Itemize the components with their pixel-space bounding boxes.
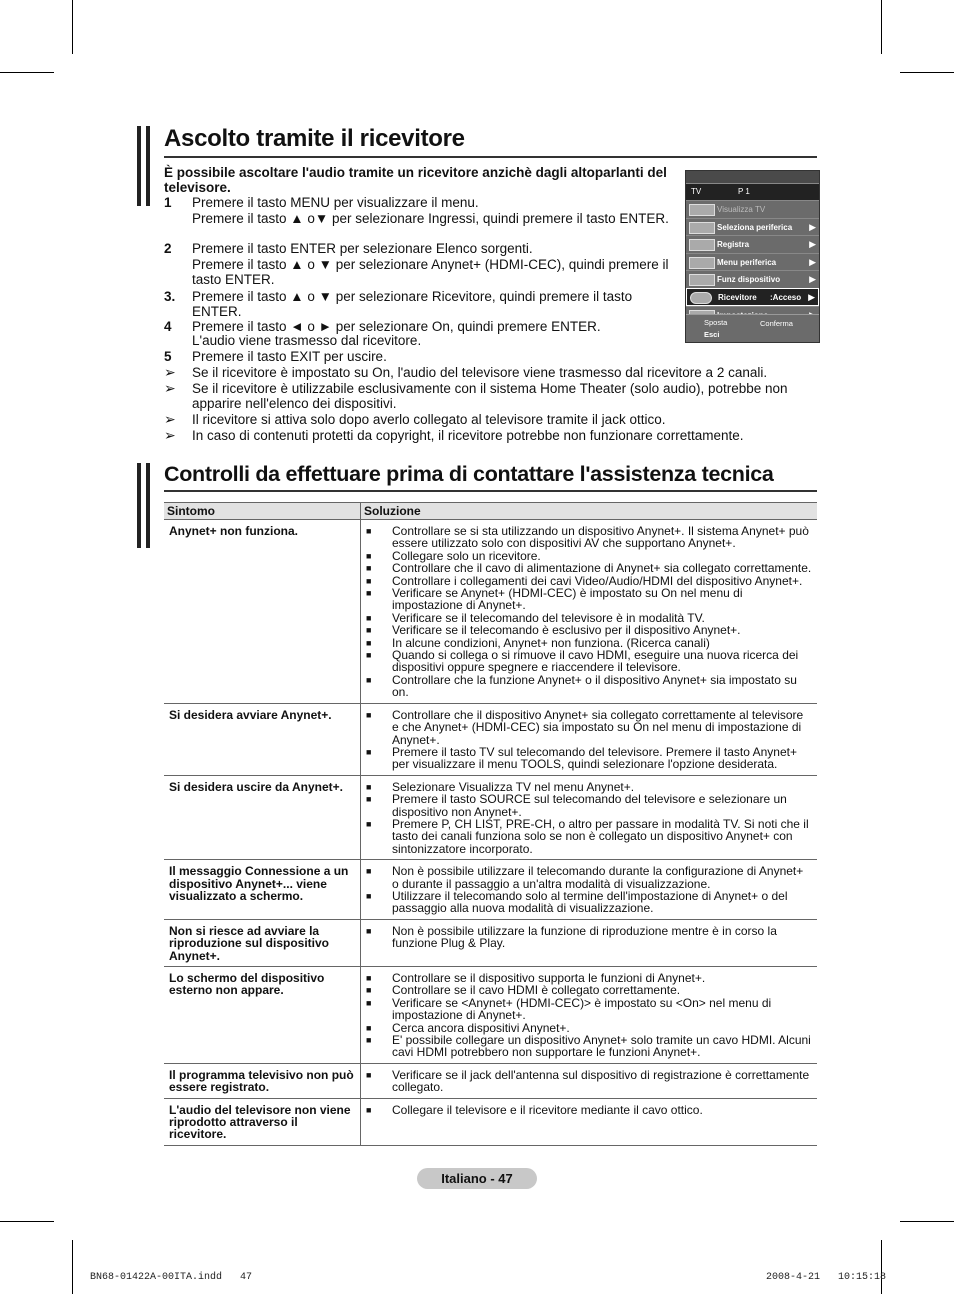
menu-item-label: Ricevitore :Acceso [718, 292, 802, 302]
table-header-row [164, 503, 817, 520]
solution-cell [361, 860, 818, 920]
solution-item: ■ Verificare se il jack dell'antenna sul dispositivo di registrazione è correttamente collegato. [366, 1069, 812, 1094]
solution-item: ■ Premere il tasto TV sul telecomando del televisore. Premere il tasto Anynet+ per visualizzare il menu TOOLS, quindi selezionare l'opzione desiderata. [366, 746, 812, 771]
column-header-symptom: Sintomo [164, 503, 361, 520]
symptom-cell: Anynet+ non funziona. [164, 520, 361, 704]
step-line: L'audio viene trasmesso dal ricevitore. [192, 333, 422, 348]
solution-item: ■ Non è possibile utilizzare il telecomando durante la configurazione di Anynet+ o durante il passaggio a un'altra modalità di visualizzazione. [366, 865, 812, 890]
crop-mark [900, 1221, 954, 1222]
table-row [164, 919, 817, 966]
arrow-right-icon: ▶ [809, 256, 816, 267]
symptom-cell: Il programma televisivo non può essere registrato. [164, 1063, 361, 1098]
step-line: Premere il tasto ▲ o ▼ per selezionare Ricevitore, quindi premere il tasto ENTER. [192, 289, 633, 319]
menu-item-label: Menu periferica [717, 257, 777, 267]
menu-source: TV [691, 187, 702, 196]
intro-text: È possibile ascoltare l'audio tramite un ricevitore anzichè dagli altoparlanti del televisore. [164, 165, 667, 195]
menu-item-seleziona-periferica [686, 218, 819, 236]
solution-list [366, 525, 812, 699]
footer-date: 2008-4-21 10:15:18 [766, 1272, 887, 1283]
menu-item-menu-periferica [686, 253, 819, 271]
crop-mark [72, 0, 73, 54]
step-number: 5 [164, 349, 172, 364]
solution-cell [361, 775, 818, 859]
column-header-solution: Soluzione [361, 503, 818, 520]
solution-list [366, 972, 812, 1059]
solution-item: ■ Cerca ancora dispositivi Anynet+. [366, 1022, 812, 1034]
solution-item: ■ Controllare che il cavo di alimentazione di Anynet+ sia collegato correttamente. [366, 562, 812, 574]
solution-list [366, 781, 812, 855]
menu-footer [686, 314, 819, 342]
step-number: 3. [164, 289, 176, 304]
solution-cell [361, 1063, 818, 1098]
arrow-right-icon: ▶ [809, 239, 816, 249]
solution-item: ■ Premere P, CH LIST, PRE-CH, o altro per passare in modalità TV. Si noti che il tasto dei canali funziona solo se non è collegato un dispositivo Anynet+ con sintonizzatore incorporato. [366, 818, 812, 855]
symptom-cell: Lo schermo del dispositivo esterno non appare. [164, 967, 361, 1064]
solution-list [366, 709, 812, 771]
note-arrow-icon: ➢ [164, 411, 176, 427]
solution-cell [361, 520, 818, 704]
section-bar [146, 463, 150, 548]
symptom-cell: L'audio del televisore non viene riprodotto attraverso il ricevitore. [164, 1098, 361, 1145]
note-text: Il ricevitore si attiva solo dopo averlo collegato al televisore tramite il jack ottico. [192, 412, 666, 427]
symptom-cell: Si desidera avviare Anynet+. [164, 703, 361, 775]
solution-item: ■ Selezionare Visualizza TV nel menu Anynet+. [366, 781, 812, 793]
solution-item: ■ Utilizzare il telecomando solo al termine dell'impostazione di Anynet+ o del passaggio alla nuova modalità di visualizzazione. [366, 890, 812, 915]
menu-item-label: Visualizza TV [717, 205, 766, 214]
solution-item: ■ In alcune condizioni, Anynet+ non funziona. (Ricerca canali) [366, 637, 812, 649]
crop-mark [72, 1240, 73, 1294]
crop-mark [881, 1240, 882, 1294]
solution-item: ■ Premere il tasto SOURCE sul telecomando del televisore e selezionare un dispositivo non Anynet+. [366, 793, 812, 818]
crop-mark [900, 72, 954, 73]
device-icon [689, 222, 715, 234]
device-icon [689, 204, 715, 216]
note-arrow-icon: ➢ [164, 364, 176, 380]
menu-channel: P 1 [738, 187, 750, 196]
confirm-hint: Conferma [760, 319, 793, 328]
anynet-menu-screenshot [685, 170, 820, 343]
solution-item: ■ Verificare se <Anynet+ (HDMI-CEC)> è impostato su <On> nel menu di impostazione di Anynet+. [366, 997, 812, 1022]
step-number: 1 [164, 195, 172, 210]
solution-item: ■ Verificare se Anynet+ (HDMI-CEC) è impostato su On nel menu di impostazione di Anynet+. [366, 587, 812, 612]
solution-cell [361, 703, 818, 775]
symptom-cell: Il messaggio Connessione a un dispositivo Anynet+... viene visualizzato a schermo. [164, 860, 361, 920]
menu-item-visualizza-tv [686, 200, 819, 218]
solution-item: ■ Non è possibile utilizzare la funzione di riproduzione mentre è in corso la funzione Plug & Play. [366, 925, 812, 950]
step-line: Premere il tasto ▲ o▼ per selezionare Ingressi, quindi premere il tasto ENTER. [192, 211, 669, 226]
solution-item: ■ Controllare se il dispositivo supporta le funzioni di Anynet+. [366, 972, 812, 984]
device-icon [689, 239, 715, 251]
solution-cell [361, 1098, 818, 1145]
exit-hint: Esci [704, 330, 720, 339]
solution-list [366, 925, 812, 950]
step-line: Premere il tasto ENTER per selezionare Elenco sorgenti. [192, 241, 533, 256]
page-number: Italiano - 47 [417, 1168, 537, 1189]
note-arrow-icon: ➢ [164, 380, 176, 396]
solution-item: ■ Controllare che il dispositivo Anynet+ sia collegato correttamente al televisore e che Anynet+ (HDMI-CEC) sia impostato su On nel menu di impostazione di Anynet+. [366, 709, 812, 746]
table-row [164, 860, 817, 920]
table-row [164, 703, 817, 775]
solution-cell [361, 967, 818, 1064]
solution-item: ■ Controllare i collegamenti dei cavi Video/Audio/HDMI del dispositivo Anynet+. [366, 575, 812, 587]
symptom-cell: Non si riesce ad avviare la riproduzione sul dispositivo Anynet+. [164, 919, 361, 966]
solution-item: ■ Controllare se il cavo HDMI è collegato correttamente. [366, 984, 812, 996]
crop-mark [0, 1221, 54, 1222]
arrow-right-icon: ▶ [808, 291, 815, 302]
device-icon [690, 292, 712, 304]
troubleshooting-table [164, 502, 817, 1146]
menu-top-bar [686, 171, 819, 184]
solution-list [366, 1104, 812, 1116]
menu-item-label: Seleziona periferica [717, 222, 793, 232]
table-row [164, 520, 817, 704]
step-line: Premere il tasto EXIT per uscire. [192, 349, 387, 364]
menu-item-ricevitore [686, 288, 819, 307]
section-title: Ascolto tramite il ricevitore [164, 125, 465, 152]
arrow-right-icon: ▶ [809, 221, 816, 232]
section-bar [137, 463, 141, 548]
note-text: In caso di contenuti protetti da copyright, il ricevitore potrebbe non funzionare correttamente. [192, 428, 744, 443]
arrow-right-icon: ▶ [809, 274, 816, 284]
solution-item: ■ Verificare se il telecomando del televisore è in modalità TV. [366, 612, 812, 624]
section-bar [137, 126, 141, 206]
solution-list [366, 1069, 812, 1094]
device-icon [689, 257, 715, 269]
step-line: Premere il tasto MENU per visualizzare il menu. [192, 195, 479, 210]
menu-item-registra [686, 235, 819, 253]
section-title: Controlli da effettuare prima di contattare l'assistenza tecnica [164, 462, 774, 486]
step-number: 4 [164, 319, 172, 334]
note-text: Se il ricevitore è impostato su On, l'audio del televisore viene trasmesso dal ricevitore a 2 canali. [192, 365, 768, 380]
solution-item: ■ Controllare se si sta utilizzando un dispositivo Anynet+. Il sistema Anynet+ può essere utilizzato solo con dispositivi AV che supportano Anynet+. [366, 525, 812, 550]
solution-list [366, 865, 812, 915]
device-icon [689, 274, 715, 286]
footer-file: BN68-01422A-00ITA.indd 47 [90, 1272, 253, 1283]
solution-item: ■ Controllare che la funzione Anynet+ o il dispositivo Anynet+ sia impostato su on. [366, 674, 812, 699]
solution-item: ■ Verificare se il telecomando è esclusivo per il dispositivo Anynet+. [366, 624, 812, 636]
step-number: 2 [164, 241, 172, 256]
note-arrow-icon: ➢ [164, 427, 176, 443]
solution-cell [361, 919, 818, 966]
solution-item: ■ Collegare il televisore e il ricevitore mediante il cavo ottico. [366, 1104, 812, 1116]
solution-item: ■ E' possibile collegare un dispositivo Anynet+ solo tramite un cavo HDMI. Alcuni cavi HDMI potrebbero non supportare le funzioni Anynet+. [366, 1034, 812, 1059]
solution-item: ■ Collegare solo un ricevitore. [366, 550, 812, 562]
menu-item-label: Registra [717, 240, 750, 249]
symptom-cell: Si desidera uscire da Anynet+. [164, 775, 361, 859]
section-bar [146, 126, 150, 206]
menu-item-label: Funz dispositivo [717, 275, 781, 284]
section-rule [164, 156, 817, 158]
section-rule [164, 490, 817, 492]
menu-item-funz-dispositivo [686, 270, 819, 288]
crop-mark [881, 0, 882, 54]
crop-mark [0, 72, 54, 73]
note-text: Se il ricevitore è utilizzabile esclusivamente con il sistema Home Theater (solo audio), potrebbe non apparire nell'elenco dei dispositivi. [192, 381, 788, 411]
table-row [164, 1098, 817, 1145]
step-line: Premere il tasto ▲ o ▼ per selezionare Anynet+ (HDMI-CEC), quindi premere il tasto ENTER. [192, 257, 669, 287]
solution-item: ■ Quando si collega o si rimuove il cavo HDMI, eseguire una nuova ricerca dei dispositivi oppure spegnere e riaccendere il televisore. [366, 649, 812, 674]
move-hint: Sposta [704, 318, 728, 327]
step-line: Premere il tasto ◄ o ► per selezionare On, quindi premere ENTER. [192, 319, 601, 334]
menu-header [686, 184, 819, 200]
table-row [164, 775, 817, 859]
table-row [164, 967, 817, 1064]
table-row [164, 1063, 817, 1098]
